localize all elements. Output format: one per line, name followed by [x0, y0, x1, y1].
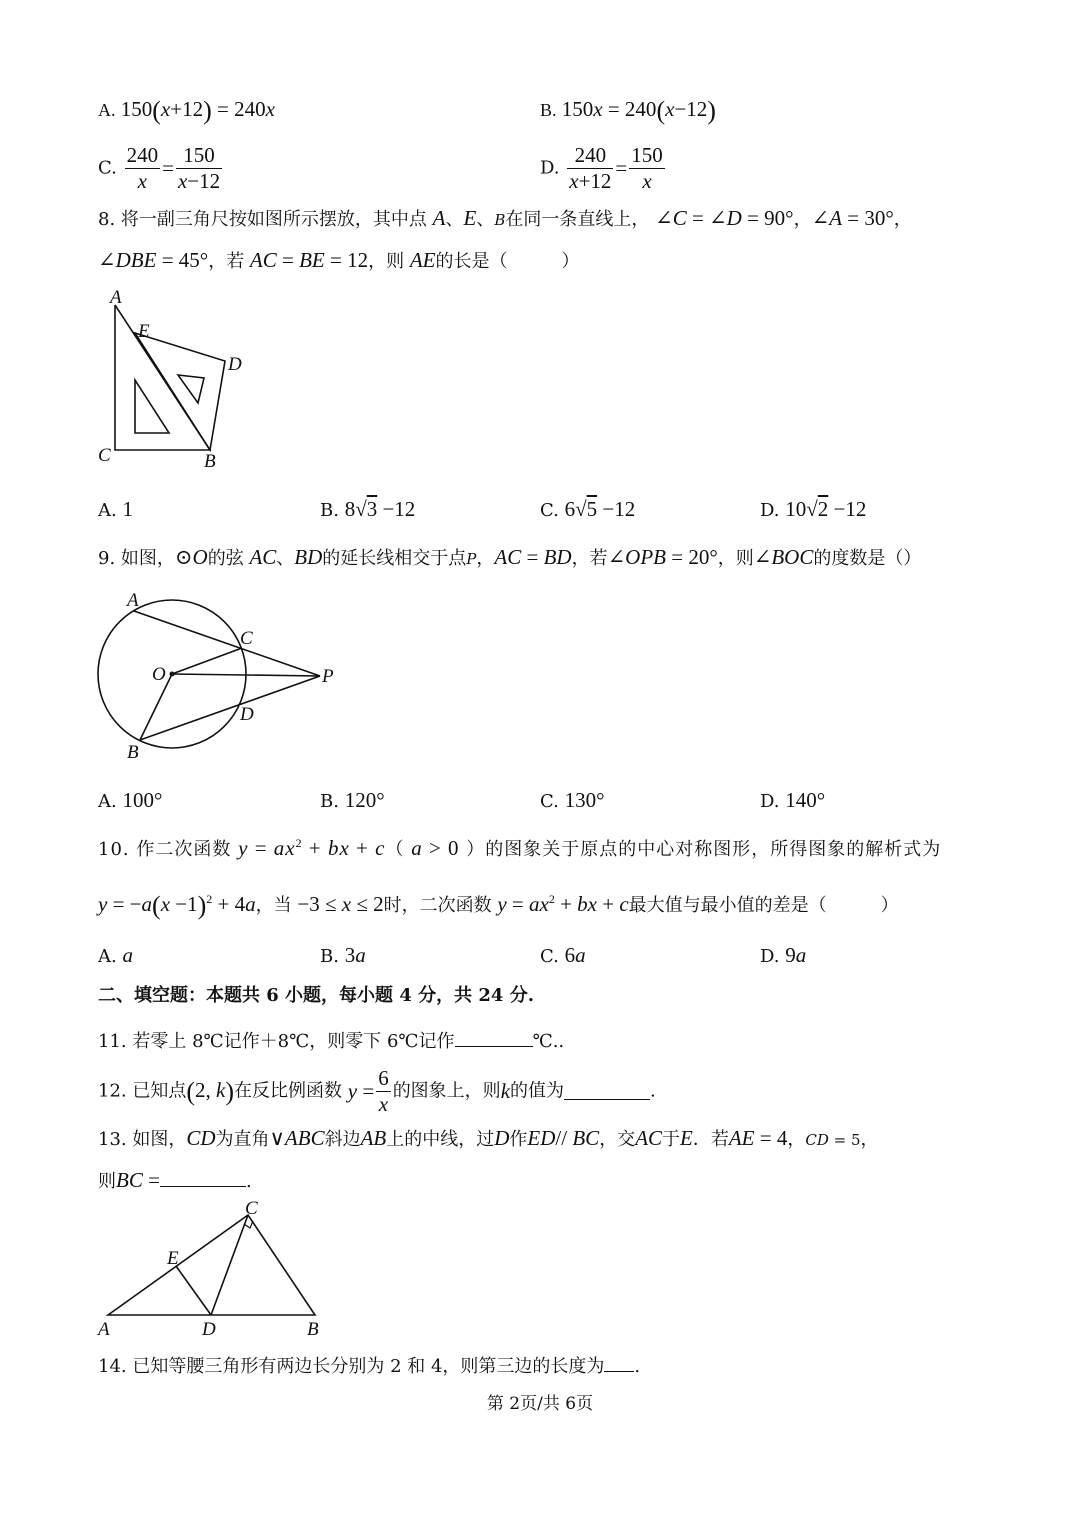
- fraction: $\frac{240}{x}$: [126, 143, 159, 194]
- q8-option-d: D. 10√2 −12: [760, 497, 867, 521]
- q9-option-d-value: 140°: [785, 788, 826, 812]
- q9-text: 如图，: [120, 548, 175, 569]
- q7-option-d-label: D.: [540, 157, 560, 179]
- q9-text: 的度数是（）: [813, 548, 922, 569]
- q13-label-a: A: [98, 1319, 110, 1340]
- q8-text: ，则: [368, 251, 405, 272]
- q7-option-b-label: B.: [540, 100, 557, 120]
- q8-text: 若: [226, 251, 245, 272]
- q11-text: 11. 若零上 8℃记作＋8℃，则零下 6℃记作: [98, 1031, 455, 1052]
- q11-line: [98, 1030, 564, 1051]
- q8-option-b-label: B.: [320, 500, 339, 521]
- q8-option-d-label: D.: [760, 500, 780, 521]
- q7-option-a-label: A.: [98, 100, 116, 120]
- q9-option-a-value: 100°: [122, 788, 163, 812]
- q8-option-a-label: A.: [98, 500, 117, 521]
- q9-option-d: [760, 788, 825, 813]
- q8-label-e: E: [138, 321, 150, 342]
- q7-option-a: A. 150(x+12) = 240x: [98, 96, 275, 125]
- q10-text: 的图象关于原点的中心对称图形，所得图象的解析式为: [485, 839, 942, 860]
- q14-tail: .: [634, 1356, 641, 1377]
- q13-label-e: E: [167, 1248, 179, 1269]
- q13-text: 为直角: [215, 1129, 270, 1150]
- q8-label-c: C: [98, 445, 111, 466]
- q13-line2: 则BC = .: [98, 1168, 252, 1192]
- q12-text: 的图象上，则: [392, 1080, 501, 1102]
- q8-option-c-label: C.: [540, 500, 559, 521]
- q10-number: 10.: [98, 839, 130, 860]
- q10-text: 作二次函数: [136, 839, 232, 860]
- q9-label-o: O: [152, 664, 166, 685]
- q12-text: 12. 已知点: [98, 1080, 187, 1102]
- q7-option-d: D. $\frac{240}{x+12}$ = $\frac{150}{x}$: [540, 143, 663, 194]
- q10-option-c: C. 6a: [540, 943, 586, 967]
- q8-text: 在同一条直线上，: [505, 209, 650, 230]
- q9-option-a: [98, 788, 162, 813]
- q13-text: 作: [509, 1129, 528, 1150]
- q9-option-c-label: C.: [540, 791, 559, 812]
- q9-text: 的延长线相交于点: [322, 548, 467, 569]
- q13-label-d: D: [202, 1319, 216, 1340]
- q10-text: 时，二次函数: [383, 895, 492, 916]
- q8-option-a: A. 1: [98, 497, 133, 521]
- answer-blank[interactable]: [160, 1170, 246, 1187]
- q9-text: ，则: [717, 548, 754, 569]
- q8-text: 将一副三角尺按如图所示摆放，其中点: [120, 209, 427, 230]
- q13-text: 斜边: [324, 1129, 361, 1150]
- q12-tail: .: [650, 1080, 656, 1102]
- q10-option-b: B. 3a: [320, 943, 366, 967]
- q9-number: 9.: [98, 548, 116, 569]
- q7-option-c: C. $\frac{240}{x}$ = $\frac{150}{x-12}$: [98, 143, 221, 194]
- q8-number: 8.: [98, 209, 116, 230]
- q10-option-a: A. a: [98, 943, 133, 967]
- q8-option-b: B. 8√3 −12: [320, 497, 416, 521]
- q9-option-d-label: D.: [760, 791, 780, 812]
- q13-text: ，: [787, 1129, 806, 1150]
- q14-line: [98, 1355, 640, 1376]
- q12-line: 12. 已知点(2, k)在反比例函数 y = $\frac{6}{x}$ 的图象上，则k的值为 .: [98, 1066, 656, 1117]
- answer-blank[interactable]: [564, 1083, 650, 1100]
- q9-label-d: D: [240, 704, 254, 725]
- q8-label-d: D: [228, 354, 242, 375]
- fraction: $\frac{6}{x}$: [378, 1066, 389, 1117]
- q10-line2: $y = -a(x -1)^2 + 4a$，当 −3 ≤ x ≤ 2时，二次函数 $y = ax^2$ + bx + c最大值与最小值的差是（ ）: [98, 891, 899, 920]
- q8-option-c: C. 6√5 −12: [540, 497, 636, 521]
- fraction: $\frac{150}{x-12}$: [177, 143, 221, 194]
- q13-text: 于: [662, 1129, 681, 1150]
- page-footer: 第 2页/共 6页: [486, 1394, 594, 1414]
- q14-text: 14. 已知等腰三角形有两边长分别为 2 和 4，则第三边的长度为: [98, 1356, 605, 1377]
- q10-text: ，当: [255, 895, 292, 916]
- q9-label-c: C: [240, 628, 253, 649]
- q13-text: 上的中线，过: [386, 1129, 495, 1150]
- q8-label-b: B: [204, 451, 216, 472]
- q13-tail: .: [245, 1171, 252, 1192]
- q9-option-b: [320, 788, 385, 813]
- answer-blank[interactable]: [455, 1030, 533, 1047]
- q9-line: 9. 如图，⊙O的弦 AC、BD的延长线相交于点P，AC = BD，若∠OPB = 20°，则∠BOC的度数是（）: [98, 545, 922, 569]
- q10-text: 最大值与最小值的差是（ ）: [628, 895, 899, 916]
- q10-option-a-label: A.: [98, 946, 117, 967]
- q9-text: ，若: [571, 548, 608, 569]
- q12-text: 的值为: [510, 1080, 565, 1102]
- answer-blank[interactable]: [604, 1355, 634, 1372]
- q9-option-c-value: 130°: [564, 788, 605, 812]
- q13-label-b: B: [307, 1319, 319, 1340]
- q10-line1: 10. 作二次函数 $y = ax^2$ + bx + c（ a > 0 ）的图象关于原点的中心对称图形，所得图象的解析式为: [98, 836, 942, 860]
- q9-text: 的弦: [207, 548, 244, 569]
- q9-option-a-label: A.: [98, 791, 117, 812]
- q9-option-b-value: 120°: [344, 788, 385, 812]
- q11-tail: ℃..: [532, 1031, 565, 1052]
- q8-text: 的长是（ ）: [435, 251, 580, 272]
- q13-text: ，交: [599, 1129, 636, 1150]
- q7-option-b: B. 150x = 240(x−12): [540, 96, 716, 125]
- q7-option-c-label: C.: [98, 157, 117, 179]
- q8-line2: ∠DBE = 45°，若 AC = BE = 12，则 AE的长是（ ）: [98, 248, 580, 272]
- q13-text: 13. 如图，: [98, 1129, 187, 1150]
- q9-label-a: A: [127, 590, 139, 611]
- q8-figure: [90, 285, 260, 475]
- q8-line1: 8. 将一副三角尺按如图所示摆放，其中点 A、E、B在同一条直线上， ∠C = ∠D = 90°，∠A = 30°，: [98, 206, 912, 230]
- q13-text: ．若: [692, 1129, 729, 1150]
- section-2-title: 二、填空题：本题共 6 小题，每小题 4 分，共 24 分.: [98, 985, 534, 1006]
- fraction: $\frac{240}{x+12}$: [569, 143, 612, 194]
- q8-label-a: A: [110, 287, 122, 308]
- q10-option-c-label: C.: [540, 946, 559, 967]
- q13-figure: [90, 1198, 350, 1343]
- q9-option-c: [540, 788, 605, 813]
- q13-text: 则: [98, 1171, 116, 1192]
- q13-line1: 13. 如图，CD为直角∨ABC斜边AB上的中线，过D作ED// BC，交AC于E．若AE = 4，CD = 5，: [98, 1126, 879, 1150]
- q9-option-b-label: B.: [320, 791, 339, 812]
- q9-label-b: B: [127, 742, 139, 763]
- q13-label-c: C: [245, 1198, 258, 1219]
- q9-figure: [90, 588, 350, 768]
- q12-text: 在反比例函数: [234, 1080, 343, 1102]
- q10-option-b-label: B.: [320, 946, 339, 967]
- fraction: $\frac{150}{x}$: [631, 143, 663, 194]
- q10-option-d: D. 9a: [760, 943, 807, 967]
- q10-option-d-label: D.: [760, 946, 780, 967]
- q9-label-p: P: [322, 666, 334, 687]
